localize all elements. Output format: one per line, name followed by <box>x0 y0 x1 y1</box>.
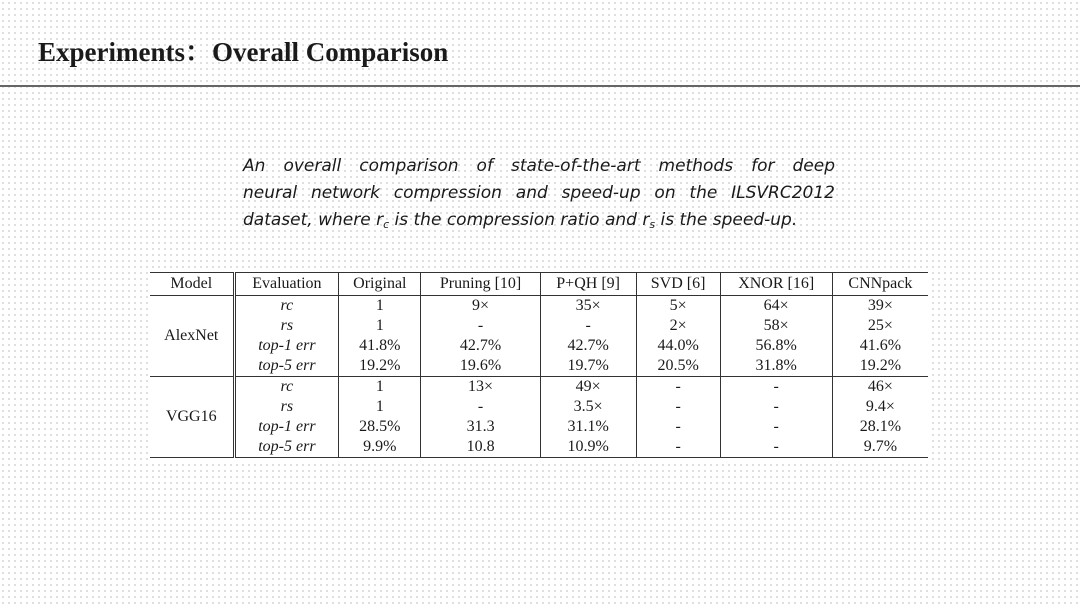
caption-line-3 <box>243 207 835 234</box>
value-cell: - <box>421 397 540 417</box>
comparison-table <box>150 272 928 458</box>
evaluation-cell: top-1 err <box>234 417 339 437</box>
slide-title: Experiments：Overall Comparison <box>38 37 449 67</box>
header-cnnpack: CNNpack <box>832 273 928 296</box>
value-cell: 28.1% <box>832 417 928 437</box>
value-cell: 58× <box>720 316 832 336</box>
caption-text: is the compression ratio and r <box>389 210 650 230</box>
caption-text: dataset, where r <box>243 210 384 230</box>
table-row <box>150 356 928 377</box>
value-cell: - <box>636 397 720 417</box>
table-row <box>150 417 928 437</box>
header-evaluation: Evaluation <box>234 273 339 296</box>
value-cell: 19.2% <box>339 356 421 377</box>
table-row <box>150 437 928 458</box>
value-cell: 35× <box>540 296 636 317</box>
value-cell: 9.4× <box>832 397 928 417</box>
table-caption <box>243 153 835 234</box>
value-cell: - <box>636 417 720 437</box>
evaluation-cell: top-5 err <box>234 437 339 458</box>
caption-subscript-s: s <box>649 218 656 231</box>
model-name-cell: VGG16 <box>150 377 234 458</box>
evaluation-cell: top-1 err <box>234 336 339 356</box>
evaluation-cell: rs <box>234 397 339 417</box>
value-cell: 3.5× <box>540 397 636 417</box>
value-cell: 19.7% <box>540 356 636 377</box>
value-cell: 1 <box>339 296 421 317</box>
value-cell: 9.9% <box>339 437 421 458</box>
model-name-cell: AlexNet <box>150 296 234 377</box>
value-cell: 1 <box>339 377 421 398</box>
header-pqh: P+QH [9] <box>540 273 636 296</box>
value-cell: 31.1% <box>540 417 636 437</box>
caption-subscript-c: c <box>383 218 390 231</box>
value-cell: 39× <box>832 296 928 317</box>
value-cell: - <box>720 417 832 437</box>
value-cell: 31.3 <box>421 417 540 437</box>
value-cell: 41.8% <box>339 336 421 356</box>
value-cell: 2× <box>636 316 720 336</box>
value-cell: 42.7% <box>540 336 636 356</box>
value-cell: 46× <box>832 377 928 398</box>
value-cell: - <box>636 377 720 398</box>
value-cell: - <box>636 437 720 458</box>
value-cell: 64× <box>720 296 832 317</box>
caption-line-1: An overall comparison of state-of-the-art methods for deep <box>243 156 835 176</box>
evaluation-cell: rc <box>234 296 339 317</box>
table-row <box>150 296 928 317</box>
value-cell: - <box>720 397 832 417</box>
value-cell: 19.6% <box>421 356 540 377</box>
value-cell: - <box>720 437 832 458</box>
value-cell: 25× <box>832 316 928 336</box>
value-cell: 42.7% <box>421 336 540 356</box>
table-header-row <box>150 273 928 296</box>
value-cell: 13× <box>421 377 540 398</box>
value-cell: 10.8 <box>421 437 540 458</box>
value-cell: 9× <box>421 296 540 317</box>
table-row <box>150 397 928 417</box>
table-row <box>150 316 928 336</box>
value-cell: - <box>720 377 832 398</box>
value-cell: 49× <box>540 377 636 398</box>
header-svd: SVD [6] <box>636 273 720 296</box>
value-cell: 9.7% <box>832 437 928 458</box>
comparison-table-container <box>150 272 928 462</box>
header-original: Original <box>339 273 421 296</box>
caption-text: is the speed-up. <box>655 210 798 230</box>
value-cell: - <box>540 316 636 336</box>
value-cell: 1 <box>339 316 421 336</box>
value-cell: - <box>421 316 540 336</box>
title-divider <box>0 85 1080 87</box>
value-cell: 20.5% <box>636 356 720 377</box>
value-cell: 44.0% <box>636 336 720 356</box>
value-cell: 19.2% <box>832 356 928 377</box>
header-pruning: Pruning [10] <box>421 273 540 296</box>
header-xnor: XNOR [16] <box>720 273 832 296</box>
value-cell: 5× <box>636 296 720 317</box>
caption-line-2: neural network compression and speed-up on the ILSVRC2012 <box>243 183 835 203</box>
value-cell: 1 <box>339 397 421 417</box>
evaluation-cell: top-5 err <box>234 356 339 377</box>
table-row <box>150 336 928 356</box>
value-cell: 31.8% <box>720 356 832 377</box>
value-cell: 56.8% <box>720 336 832 356</box>
value-cell: 10.9% <box>540 437 636 458</box>
header-model: Model <box>150 273 234 296</box>
evaluation-cell: rs <box>234 316 339 336</box>
evaluation-cell: rc <box>234 377 339 398</box>
table-row <box>150 377 928 398</box>
value-cell: 28.5% <box>339 417 421 437</box>
table-body <box>150 296 928 458</box>
value-cell: 41.6% <box>832 336 928 356</box>
